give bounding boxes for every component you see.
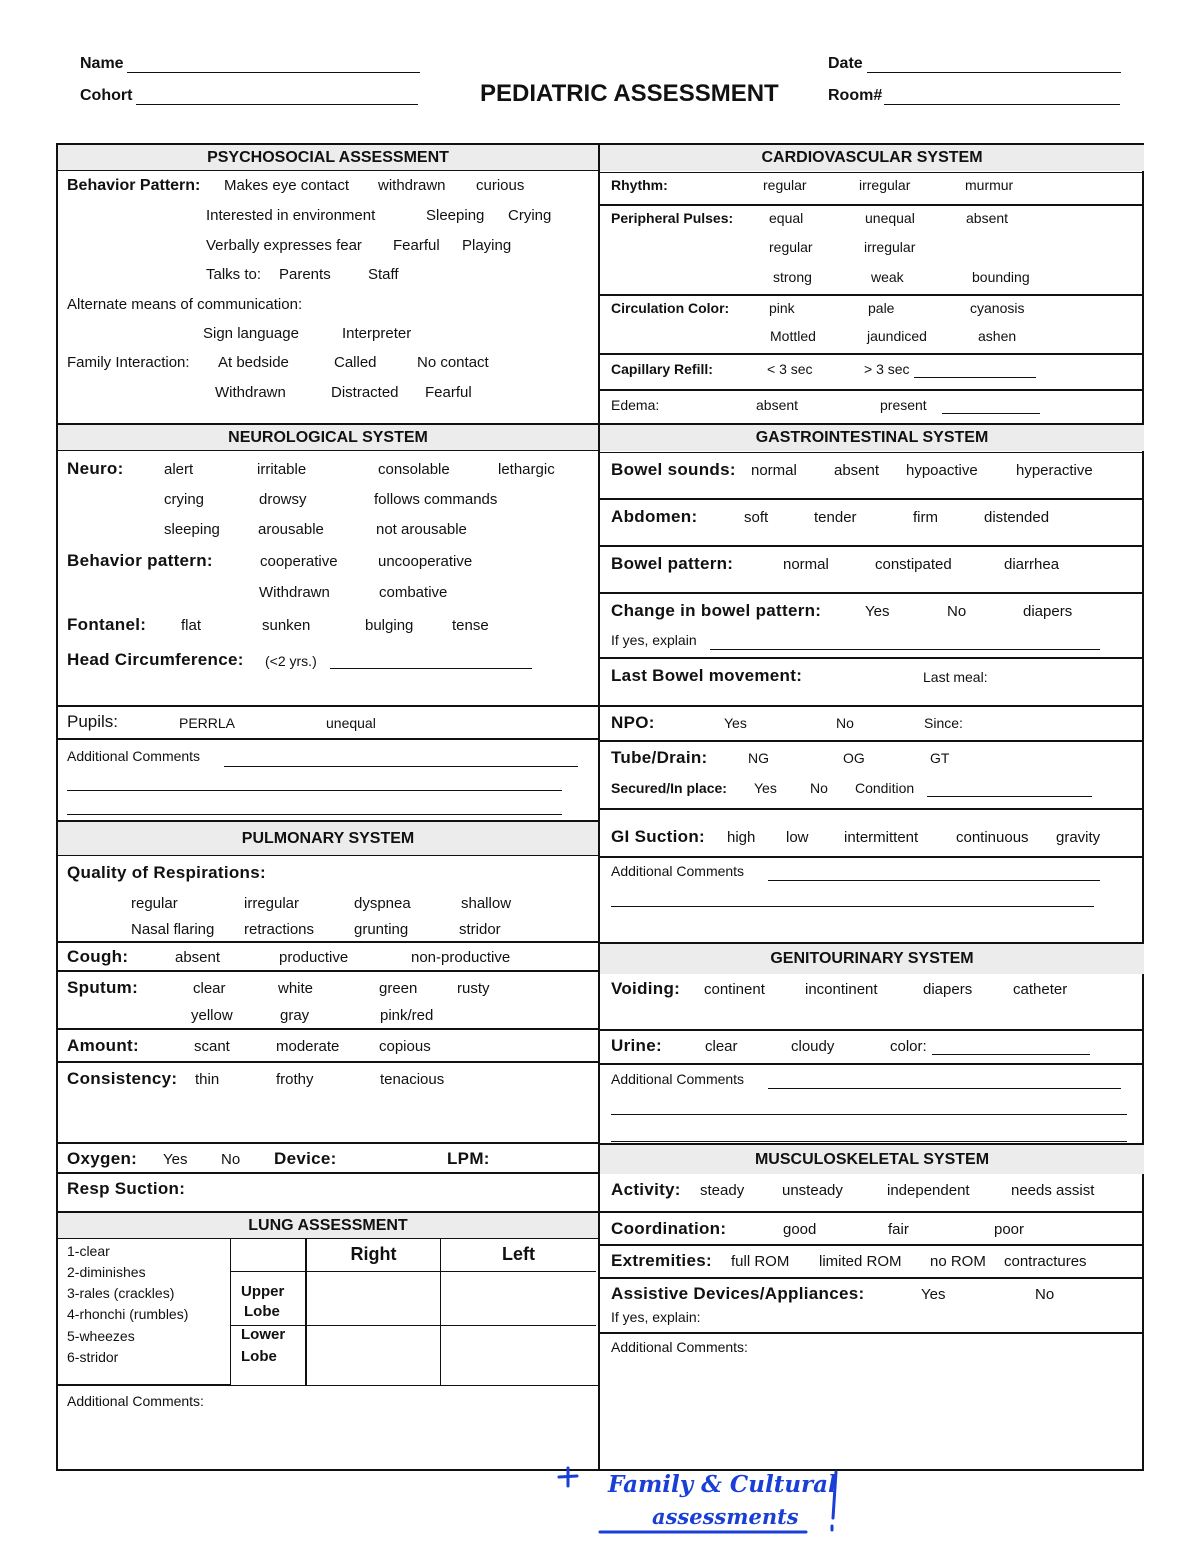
bowel-sounds-row [600,453,1144,500]
option[interactable]: uncooperative [378,553,473,570]
npo-row [600,707,1144,742]
option[interactable]: diarrhea [1004,556,1060,573]
explain-field[interactable] [710,649,1100,650]
option[interactable]: pink [769,300,795,316]
option[interactable]: > 3 sec [864,361,910,377]
option[interactable]: Withdrawn [215,384,286,401]
option[interactable]: pale [868,300,895,316]
option[interactable]: moderate [276,1038,340,1055]
gi-suction-label: GI Suction: [611,827,705,846]
lung-legend [58,1239,231,1385]
pulses-row [600,206,1144,296]
capillary-field[interactable] [914,377,1036,378]
option[interactable]: strong [773,269,812,285]
option[interactable]: fair [888,1221,909,1238]
option[interactable]: drowsy [259,491,307,508]
option[interactable]: incontinent [805,981,878,998]
extremities-row [600,1246,1144,1279]
option[interactable]: Sleeping [426,207,485,224]
option[interactable]: non-productive [411,949,511,966]
option[interactable]: regular [131,895,178,912]
cardio-heading-row [600,145,1144,173]
option[interactable]: OG [843,750,865,766]
row-label: Lobe [241,1348,277,1365]
device-label: Device: [274,1149,337,1168]
option[interactable]: independent [887,1182,970,1199]
condition-label: Condition [855,780,915,796]
option[interactable]: frothy [276,1071,314,1088]
row-upper-lobe [230,1271,307,1326]
option[interactable]: curious [476,177,525,194]
amount-row [58,1030,598,1063]
option[interactable]: Interested in environment [206,207,376,224]
option[interactable]: No [836,715,854,731]
psychosocial-section [58,145,598,425]
option[interactable]: consolable [378,461,450,478]
option[interactable]: Withdrawn [259,584,330,601]
option[interactable]: Verbally expresses fear [206,237,362,254]
activity-row [600,1174,1144,1213]
option[interactable]: ashen [978,328,1017,344]
consistency-label: Consistency: [67,1069,178,1088]
neurological-section [58,425,598,707]
alt-communication-label: Alternate means of communication: [67,296,303,313]
legend-item: 2-diminishes [67,1264,146,1280]
pupils-row [58,707,598,740]
room-field[interactable] [884,104,1120,105]
option[interactable]: productive [279,949,349,966]
comments-line[interactable] [768,1088,1121,1089]
option[interactable]: Yes [754,780,777,796]
bowel-pattern-label: Bowel pattern: [611,554,734,573]
option[interactable]: thin [195,1071,220,1088]
assistive-explain-label: If yes, explain: [611,1309,701,1325]
section-heading: NEUROLOGICAL SYSTEM [58,425,598,451]
gi-comments [600,858,1144,944]
option[interactable]: jaundiced [867,328,927,344]
oxygen-label: Oxygen: [67,1149,138,1168]
comments-label: Additional Comments: [67,1393,204,1409]
option[interactable]: sunken [262,617,311,634]
option[interactable]: intermittent [844,829,919,846]
option[interactable]: gravity [1056,829,1101,846]
option[interactable]: Called [334,354,377,371]
rhythm-label: Rhythm: [611,177,668,193]
bowel-pattern-row [600,547,1144,594]
legend-item: 6-stridor [67,1349,119,1365]
option[interactable]: combative [379,584,448,601]
option[interactable]: high [727,829,756,846]
option[interactable]: equal [769,210,804,226]
option[interactable]: murmur [965,177,1014,193]
option[interactable]: pink/red [380,1007,434,1024]
assessment-form [56,143,1144,1471]
resp-suction-label: Resp Suction: [67,1179,186,1198]
head-circumference-label: Head Circumference: [67,650,244,669]
comments-line[interactable] [67,790,562,791]
option[interactable]: regular [763,177,807,193]
pulmonary-section [58,822,598,943]
explain-label: If yes, explain [611,632,697,648]
option[interactable]: normal [751,462,797,479]
option[interactable]: absent [834,462,880,479]
option[interactable]: irregular [244,895,300,912]
urine-color-field[interactable] [932,1054,1090,1055]
urine-row [600,1031,1144,1065]
option[interactable]: Sign language [203,325,299,342]
option[interactable]: No [947,603,967,620]
option[interactable]: Yes [921,1286,946,1303]
section-heading: GASTROINTESTINAL SYSTEM [600,425,1144,451]
option[interactable]: constipated [875,556,952,573]
section-heading: PULMONARY SYSTEM [58,822,598,856]
sputum-label: Sputum: [67,978,139,997]
option[interactable]: PERRLA [179,715,236,731]
option[interactable]: NG [748,750,769,766]
option[interactable]: white [278,980,314,997]
voiding-row [600,974,1144,1031]
talks-to-label: Talks to: [206,266,262,283]
lung-table [58,1239,596,1385]
comments-line[interactable] [224,766,578,767]
option[interactable]: good [783,1221,817,1238]
comments-line[interactable] [768,880,1100,881]
quality-label: Quality of Respirations: [67,863,266,882]
plus-mark [559,1468,577,1486]
option[interactable]: Nasal flaring [131,921,215,938]
option[interactable]: Makes eye contact [224,177,350,194]
option[interactable]: tender [814,509,857,526]
comments-label: Additional Comments [67,748,201,764]
consistency-row [58,1063,598,1144]
extremities-label: Extremities: [611,1251,712,1270]
edema-label: Edema: [611,397,660,413]
musculo-comments [600,1334,1144,1471]
option[interactable]: hyperactive [1016,462,1093,479]
option[interactable]: No [810,780,828,796]
option[interactable]: low [786,829,809,846]
option[interactable]: continuous [956,829,1029,846]
comments-line[interactable] [67,814,562,815]
right-column [598,145,1144,1469]
option[interactable]: tenacious [380,1071,445,1088]
gu-comments [600,1065,1144,1145]
capillary-label: Capillary Refill: [611,361,713,377]
option[interactable]: irregular [864,239,916,255]
option[interactable]: yellow [191,1007,233,1024]
page-title: PEDIATRIC ASSESSMENT [480,80,779,107]
option[interactable]: gray [280,1007,310,1024]
head-circumference-field[interactable] [330,668,532,669]
bowel-sounds-label: Bowel sounds: [611,460,736,479]
option[interactable]: continent [704,981,765,998]
cohort-label: Cohort [80,87,133,104]
option[interactable]: needs assist [1011,1182,1095,1199]
option[interactable]: shallow [461,895,512,912]
tube-drain-label: Tube/Drain: [611,748,708,767]
option[interactable]: crying [164,491,205,508]
name-field[interactable] [127,72,420,73]
edema-field[interactable] [942,413,1040,414]
condition-field[interactable] [927,796,1092,797]
coordination-label: Coordination: [611,1219,727,1238]
section-heading: GENITOURINARY SYSTEM [600,944,1144,974]
pupils-label: Pupils: [67,712,119,731]
section-heading: CARDIOVASCULAR SYSTEM [600,145,1144,171]
comments-line[interactable] [611,1141,1127,1142]
col-left-header: Left [440,1239,596,1272]
option[interactable]: retractions [244,921,315,938]
cohort-field[interactable] [136,104,418,105]
comments-label: Additional Comments: [611,1339,748,1355]
section-heading: LUNG ASSESSMENT [58,1213,598,1239]
option[interactable]: At bedside [218,354,289,371]
edema-row [600,391,1144,425]
option[interactable]: arousable [258,521,324,538]
sputum-row [58,972,598,1030]
voiding-label: Voiding: [611,979,681,998]
family-interaction-label: Family Interaction: [67,354,190,371]
option[interactable]: Mottled [770,328,816,344]
capillary-row [600,355,1144,391]
assistive-row [600,1279,1144,1334]
option[interactable]: Crying [508,207,552,224]
option[interactable]: firm [913,509,938,526]
gi-suction-row [600,810,1144,858]
option[interactable]: steady [700,1182,745,1199]
option[interactable]: limited ROM [819,1253,902,1270]
room-label: Room# [828,87,883,104]
comments-label: Additional Comments [611,1071,745,1087]
upper-right-cell[interactable] [306,1271,441,1326]
option[interactable]: bounding [972,269,1030,285]
option[interactable]: dyspnea [354,895,411,912]
head-circumference-note: (<2 yrs.) [265,653,317,669]
handwritten-note [556,1462,856,1542]
option[interactable]: withdrawn [378,177,446,194]
option[interactable]: absent [756,397,799,413]
option[interactable]: diapers [1023,603,1073,620]
option[interactable]: rusty [457,980,490,997]
oxygen-row [58,1144,598,1174]
option[interactable]: green [379,980,418,997]
lpm-label: LPM: [447,1149,490,1168]
option[interactable]: tense [452,617,489,634]
option[interactable]: clear [193,980,226,997]
legend-item: 3-rales (crackles) [67,1285,175,1301]
option[interactable]: lethargic [498,461,555,478]
option[interactable]: contractures [1004,1253,1087,1270]
handwriting-ink [556,1462,856,1542]
option[interactable]: cyanosis [970,300,1025,316]
comments-line[interactable] [611,906,1094,907]
option[interactable]: Fearful [425,384,472,401]
option[interactable]: bulging [365,617,414,634]
option[interactable]: unequal [865,210,915,226]
option[interactable]: present [880,397,927,413]
option[interactable]: grunting [354,921,409,938]
musculo-heading-row [600,1145,1144,1174]
option[interactable]: unsteady [782,1182,843,1199]
cough-label: Cough: [67,947,129,966]
option[interactable]: Yes [724,715,747,731]
change-bowel-label: Change in bowel pattern: [611,601,822,620]
col-right-header: Right [306,1239,441,1272]
date-label: Date [828,55,863,72]
option[interactable]: irregular [859,177,911,193]
abdomen-row [600,500,1144,547]
lower-right-cell[interactable] [306,1325,441,1385]
gu-heading-row [600,944,1144,974]
resp-suction-row [58,1174,598,1213]
amount-label: Amount: [67,1036,139,1055]
date-field[interactable] [867,72,1121,73]
option[interactable]: not arousable [376,521,467,538]
comments-label: Additional Comments [611,863,745,879]
section-heading: MUSCULOSKELETAL SYSTEM [600,1145,1144,1174]
option[interactable]: regular [769,239,813,255]
last-bm-label: Last Bowel movement: [611,666,803,685]
gi-heading-row [600,425,1144,453]
assistive-label: Assistive Devices/Appliances: [611,1284,865,1303]
left-column [58,145,598,1469]
legend-item: 1-clear [67,1243,110,1259]
option[interactable]: flat [181,617,202,634]
cough-row [58,943,598,972]
option[interactable]: Yes [865,603,890,620]
option[interactable]: Parents [279,266,331,283]
legend-item: 5-wheezes [67,1328,135,1344]
option[interactable]: GT [930,750,950,766]
tube-drain-row [600,742,1144,810]
option[interactable]: poor [994,1221,1025,1238]
option[interactable]: catheter [1013,981,1068,998]
option[interactable]: full ROM [731,1253,790,1270]
option[interactable]: follows commands [374,491,498,508]
handwritten-line1: Family & Cultural [608,1471,837,1498]
option[interactable]: alert [164,461,194,478]
option[interactable]: Yes [163,1151,188,1168]
abdomen-label: Abdomen: [611,507,698,526]
option[interactable]: normal [783,556,829,573]
option[interactable]: Staff [368,266,399,283]
option[interactable]: Interpreter [342,325,412,342]
change-bowel-row [600,594,1144,659]
option[interactable]: unequal [326,715,376,731]
option[interactable]: clear [705,1038,738,1055]
corner-cell [230,1239,307,1272]
neuro-comments [58,740,598,822]
option[interactable]: sleeping [164,521,220,538]
row-lower-lobe [230,1325,307,1385]
behavior-pattern-label: Behavior pattern: [67,551,213,570]
since-label: Since: [924,715,963,731]
section-heading: PSYCHOSOCIAL ASSESSMENT [58,145,598,171]
option[interactable]: absent [175,949,221,966]
circulation-row [600,296,1144,355]
fontanel-label: Fontanel: [67,615,147,634]
activity-label: Activity: [611,1180,681,1199]
npo-label: NPO: [611,713,655,732]
circulation-label: Circulation Color: [611,300,730,316]
option[interactable]: scant [194,1038,230,1055]
legend-item: 4-rhonchi (rumbles) [67,1306,189,1322]
color-label: color: [890,1038,927,1055]
lower-left-cell[interactable] [440,1325,596,1385]
option[interactable]: Playing [462,237,512,254]
row-label: Lobe [244,1303,280,1320]
option[interactable]: distended [984,509,1050,526]
neuro-label: Neuro: [67,459,124,478]
comments-line[interactable] [611,1114,1127,1115]
option[interactable]: < 3 sec [767,361,813,377]
secured-label: Secured/In place: [611,780,727,796]
option[interactable]: No contact [417,354,489,371]
option[interactable]: irritable [257,461,307,478]
urine-label: Urine: [611,1036,662,1055]
name-label: Name [80,55,124,72]
option[interactable]: Distracted [331,384,399,401]
option[interactable]: No [1035,1286,1055,1303]
pulses-label: Peripheral Pulses: [611,210,734,226]
option[interactable]: cooperative [260,553,338,570]
last-bm-row [600,659,1144,707]
option[interactable]: weak [871,269,904,285]
handwritten-line2: assessments [652,1504,799,1529]
option[interactable]: hypoactive [906,462,978,479]
option[interactable]: stridor [459,921,501,938]
coordination-row [600,1213,1144,1246]
row-label: Lower [241,1326,286,1343]
option[interactable]: No [221,1151,241,1168]
option[interactable]: absent [966,210,1009,226]
option[interactable]: soft [744,509,769,526]
option[interactable]: diapers [923,981,973,998]
option[interactable]: copious [379,1038,431,1055]
last-meal-label: Last meal: [923,669,988,685]
lung-assessment-section [58,1213,598,1471]
rhythm-row [600,173,1144,206]
row-label: Upper [241,1283,285,1300]
option[interactable]: no ROM [930,1253,986,1270]
behavior-pattern-label: Behavior Pattern: [67,177,201,194]
option[interactable]: cloudy [791,1038,835,1055]
option[interactable]: Fearful [393,237,440,254]
upper-left-cell[interactable] [440,1271,596,1326]
